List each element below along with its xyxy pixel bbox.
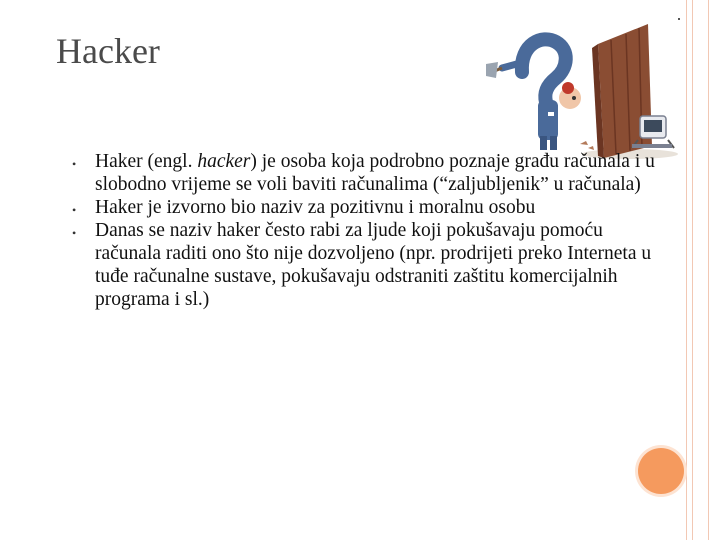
bullet-item (72, 150, 672, 196)
bullet-list (72, 150, 672, 311)
decorative-circle (638, 448, 684, 494)
bullet-item (72, 196, 672, 219)
bullet-item (72, 219, 672, 311)
bullet-text: Haker je izvorno bio naziv za pozitivnu i moralnu osobu (95, 197, 536, 218)
bullet-dot-icon: • (72, 226, 77, 240)
slide-title: Hacker (56, 31, 160, 71)
right-border-line-2 (692, 0, 693, 540)
bullet-dot-icon: • (72, 203, 77, 217)
bullet-text-start: Haker (engl. (95, 151, 198, 172)
bullet-term: hacker (197, 151, 251, 172)
bullet-text-rest: ) je osoba koja podrobno poznaje građu računala i u slobodno vrijeme se voli baviti računalima (“zaljubljenik” u računala) (95, 151, 655, 195)
hacker-axe-clipart-icon (480, 16, 680, 164)
right-border-line-3 (708, 0, 709, 540)
bullet-dot-icon: • (72, 157, 77, 171)
right-border-line (686, 0, 687, 540)
bullet-text: Danas se naziv haker često rabi za ljude koji pokušavaju pomoću računala raditi ono što nije dozvoljeno (npr. prodrijeti preko Interneta u tuđe računalne sustave, pokušavaju odstraniti zaštitu komercijalnih programa i sl.) (95, 220, 652, 310)
